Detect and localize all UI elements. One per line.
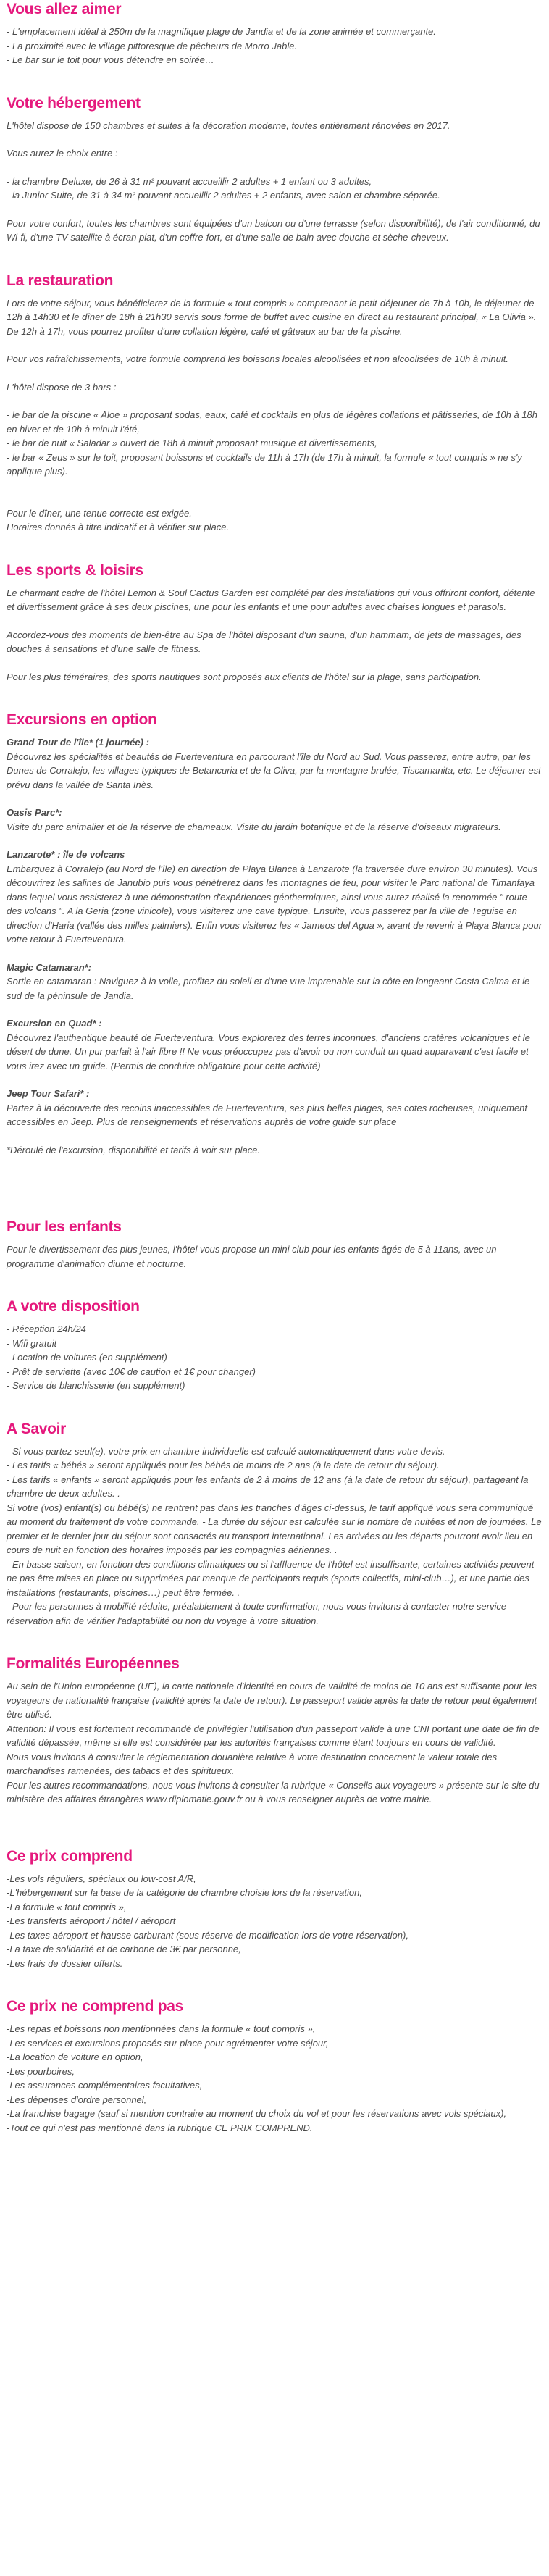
section-hebergement (7, 94, 542, 245)
excursion-title: Grand Tour de l'île* (1 journée) : (7, 737, 149, 748)
list-item: -Les pourboires, (7, 2065, 75, 2077)
excursion-note: *Déroulé de l'excursion, disponibilité et tarifs à voir sur place. (7, 1144, 261, 1155)
list-item: - le bar « Zeus » sur le toit, proposant boissons et cocktails de 11h à 17h (de 17h à minuit, la formule « tout compris » ne s'y applique plus). (7, 451, 522, 477)
section-title: Votre hébergement (7, 94, 141, 112)
list-item: -La franchise bagage (sauf si mention contraire au moment du choix du vol et pour les réservations avec vols spéciaux), (7, 2108, 507, 2119)
list-item: - le bar de la piscine « Aloe » proposant sodas, eaux, café et cocktails en plus de légères collations et pâtisseries, de 10h à 18h en hiver et de 10h à minuit l'été, (7, 409, 538, 435)
section-title: Ce prix comprend (7, 1847, 133, 1865)
list-item: - Location de voitures (en supplément) (7, 1352, 167, 1363)
excursion-title: Lanzarote* : île de volcans (7, 849, 125, 860)
list-item: -La taxe de solidarité et de carbone de 3€ par personne, (7, 1944, 241, 1954)
list-item: -Les vols réguliers, spéciaux ou low-cost A/R, (7, 1873, 196, 1884)
list-item: - L'emplacement idéal à 250m de la magnifique plage de Jandia et de la zone animée et commerçante. (7, 26, 436, 37)
list-item: - la chambre Deluxe, de 26 à 31 m² pouvant accueillir 2 adultes + 1 enfant ou 3 adultes, (7, 175, 372, 187)
section-prix-ne-comprend-pas (7, 1997, 542, 2135)
excursion-text: Embarquez à Corralejo (au Nord de l'île) en direction de Playa Blanca à Lanzarote (la traversée dure environ 30 minutes). Vous découvrirez les salines de Janubio puis vous pénètrerez dans les montagnes de feu, pour visiter le Parc national de Timanfaya dans lequel vous assisterez à une démonstration d'expériences géothermiques, ainsi vous aurez réalisé la renommée " route des volcans ". A la Geria (zone vinicole), vous visiterez une cave typique. Ensuite, vous passerez par la ville de Teguise en direction d'Haria (vallée des milles palmiers). Enfin vous visiterez les « Jameos del Agua », avant de revenir à Playa Blanca pour votre retour à Fuerteventura. (7, 863, 542, 945)
section-disposition (7, 1297, 542, 1393)
list-item: -Les services et excursions proposés sur place pour agrémenter votre séjour, (7, 2037, 329, 2049)
section-prix-comprend (7, 1847, 542, 1971)
paragraph: Pour vos rafraîchissements, votre formule comprend les boissons locales alcoolisées et non alcoolisées de 10h à minuit. (7, 354, 508, 364)
paragraph: Le charmant cadre de l'hôtel Lemon & Soul Cactus Garden est complété par des installations qui vous offriront confort, détente et divertissement grâce à ses deux piscines, une pour les enfants et une pour adultes avec chaises longues et parasols. (7, 587, 535, 612)
list-item: -Les taxes aéroport et hausse carburant (sous réserve de modification lors de votre réservation), (7, 1929, 408, 1941)
list-item: Si votre (vos) enfant(s) ou bébé(s) ne rentrent pas dans les tranches d'âges ci-dessus, le tarif appliqué vous sera communiqué au moment du traitement de votre commande. - La durée du séjour est calculée sur le nombre de nuitées et non de journées. Le premier et le dernier jour du séjour sont consacrés au transport international. Les arrivées ou les départs pourront avoir lieu en cours de nuit en fonction des horaires imposés par les compagnies aériennes. . (7, 1502, 542, 1555)
paragraph: Attention: Il vous est fortement recommandé de privilégier l'utilisation d'un passeport valide à une CNI portant une date de fin de validité dépassée, même si elle est considérée par les autorités françaises comme étant toujours en cours de validité. (7, 1723, 540, 1748)
section-title: A votre disposition (7, 1298, 140, 1315)
section-title: Formalités Européennes (7, 1655, 180, 1672)
excursion-title: Oasis Parc*: (7, 807, 62, 818)
list-item: - Si vous partez seul(e), votre prix en chambre individuelle est calculé automatiquement dans votre devis. (7, 1445, 445, 1457)
section-a-savoir (7, 1420, 542, 1628)
list-item: - En basse saison, en fonction des conditions climatiques ou si l'affluence de l'hôtel est insuffisante, certaines activités peuvent ne pas être mises en place ou supprimées par manque de participants requis (sports collectifs, mini-club…), et une partie des installations (restaurants, piscines…) peut être fermée. . (7, 1558, 535, 1598)
excursion-text: Sortie en catamaran : Naviguez à la voile, profitez du soleil et d'une vue imprenable sur la côte en longeant Costa Calma et le sud de la péninsule de Jandia. (7, 976, 530, 1001)
list-item: -L'hébergement sur la base de la catégorie de chambre choisie lors de la réservation, (7, 1887, 362, 1898)
list-item: - Les tarifs « bébés » seront appliqués pour les bébés de moins de 2 ans (à la date de retour du séjour). (7, 1460, 440, 1471)
section-title: La restauration (7, 272, 114, 289)
list-item: -Les transferts aéroport / hôtel / aéroport (7, 1915, 176, 1926)
section-title: Les sports & loisirs (7, 561, 143, 579)
paragraph: Horaires donnés à titre indicatif et à vérifier sur place. (7, 522, 230, 532)
section-enfants (7, 1218, 542, 1271)
section-title: Pour les enfants (7, 1218, 122, 1235)
list-item: - Service de blanchisserie (en supplément) (7, 1380, 185, 1391)
list-item: -Les frais de dossier offerts. (7, 1957, 123, 1969)
section-sports-loisirs (7, 561, 542, 685)
list-item: -Tout ce qui n'est pas mentionné dans la rubrique CE PRIX COMPREND. (7, 2122, 313, 2133)
section-excursions (7, 711, 542, 1157)
list-item: -Les assurances complémentaires facultatives, (7, 2080, 203, 2091)
section-title: A Savoir (7, 1420, 67, 1437)
list (7, 25, 542, 67)
section-title: Ce prix ne comprend pas (7, 1998, 184, 2015)
section-formalites (7, 1655, 542, 1807)
excursion-text: Découvrez les spécialités et beautés de Fuerteventura en parcourant l'île du Nord au Sud. Vous passerez, entre autre, par les Dunes de Corralejo, les villages typiques de Betancuria et de la Oliva, par la montagne brulée, Tiscamanita, etc. Le déjeuner est prévu dans la vallée de Santa Inès. (7, 750, 541, 790)
list-item: -La formule « tout compris », (7, 1901, 127, 1912)
list-item: - La proximité avec le village pittoresque de pêcheurs de Morro Jable. (7, 40, 298, 51)
section-vous-allez-aimer (7, 0, 542, 67)
list-item: -Les dépenses d'ordre personnel, (7, 2094, 147, 2105)
section-title: Vous allez aimer (7, 1, 122, 17)
excursion-text: Découvrez l'authentique beauté de Fuerteventura. Vous explorerez des terres inconnues, d'anciens cratères volcaniques et le désert de dune. Un pur parfait à l'air libre !! Ne vous préoccupez pas d'avoir ou non conduit un quad auparavant c'est facile et vous irez avec un guide. (Permis de conduire obligatoire pour cette activité) (7, 1032, 530, 1071)
excursion-title: Jeep Tour Safari* : (7, 1088, 90, 1099)
list-item: -Les repas et boissons non mentionnées dans la formule « tout compris », (7, 2023, 316, 2034)
list-item: -La location de voiture en option, (7, 2052, 143, 2062)
paragraph: Pour les autres recommandations, nous vous invitons à consulter la rubrique « Conseils aux voyageurs » présente sur le site du ministère des affaires étrangères www.diplomatie.gouv.fr ou à vous renseigner auprès de votre mairie. (7, 1779, 540, 1805)
list-item: - le bar de nuit « Saladar » ouvert de 18h à minuit proposant musique et divertissements, (7, 438, 377, 448)
excursion-title: Magic Catamaran*: (7, 961, 92, 973)
excursion-text: Partez à la découverte des recoins inaccessibles de Fuerteventura, ses plus belles plages, ses cotes rocheuses, uniquement accessibles en Jeep. Plus de renseignements et réservations auprès de votre guide sur place (7, 1102, 528, 1127)
excursion-text: Visite du parc animalier et de la réserve de chameaux. Visite du jardin botanique et de la réserve d'oiseaux migrateurs. (7, 821, 501, 832)
paragraph: Pour le divertissement des plus jeunes, l'hôtel vous propose un mini club pour les enfants âgés de 5 à 11ans, avec un programme d'animation diurne et nocturne. (7, 1244, 497, 1269)
paragraph: L'hôtel dispose de 150 chambres et suites à la décoration moderne, toutes entièrement rénovées en 2017. (7, 120, 450, 131)
paragraph: L'hôtel dispose de 3 bars : (7, 381, 117, 393)
paragraph: Pour les plus téméraires, des sports nautiques sont proposés aux clients de l'hôtel sur la plage, sans participation. (7, 671, 482, 682)
list-item: - Pour les personnes à mobilité réduite, préalablement à toute confirmation, nous vous invitons à contacter notre service réservation afin de vérifier l'adaptabilité ou non du voyage à votre situation. (7, 1601, 507, 1626)
paragraph: Vous aurez le choix entre : (7, 148, 118, 159)
paragraph: De 12h à 17h, vous pourrez profiter d'une collation légère, café et gâteaux au bar de la piscine. (7, 325, 403, 337)
list-item: - Les tarifs « enfants » seront appliqués pour les enfants de 2 à moins de 12 ans (à la date de retour du séjour), partageant la chambre de deux adultes. . (7, 1473, 529, 1499)
list-item: - Réception 24h/24 (7, 1323, 86, 1334)
paragraph: Pour le dîner, une tenue correcte est exigée. (7, 507, 192, 519)
paragraph: Nous vous invitons à consulter la réglementation douanière relative à votre destination concernant la valeur totale des marchandises ramenées, des tabacs et des spiritueux. (7, 1751, 498, 1776)
paragraph: Lors de votre séjour, vous bénéficierez de la formule « tout compris » comprenant le petit-déjeuner de 7h à 10h, le déjeuner de 12h à 14h30 et le dîner de 18h à 21h30 servis sous forme de buffet avec cuisine en direct au restaurant principal, « La Olivia ». (7, 297, 537, 322)
paragraph: Accordez-vous des moments de bien-être au Spa de l'hôtel disposant d'un sauna, d'un hammam, de jets de massages, des douches à sensations et d'une salle de fitness. (7, 629, 521, 654)
excursion-title: Excursion en Quad* : (7, 1018, 102, 1029)
section-title: Excursions en option (7, 711, 157, 728)
list-item: - Wifi gratuit (7, 1337, 57, 1349)
list-item: - Le bar sur le toit pour vous détendre en soirée… (7, 54, 214, 65)
section-restauration (7, 272, 542, 535)
paragraph: Pour votre confort, toutes les chambres sont équipées d'un balcon ou d'une terrasse (selon disponibilité), de l'air conditionné, du Wi-fi, d'une TV satellite à écran plat, d'un coffre-fort, et d'une salle de bain avec douche et sèche-cheveux. (7, 217, 540, 243)
list-item: - la Junior Suite, de 31 à 34 m² pouvant accueillir 2 adultes + 2 enfants, avec salon et chambre séparée. (7, 190, 440, 201)
list-item: - Prêt de serviette (avec 10€ de caution et 1€ pour changer) (7, 1366, 256, 1377)
paragraph: Au sein de l'Union européenne (UE), la carte nationale d'identité en cours de validité de moins de 10 ans est suffisante pour les voyageurs de nationalité française (validité après la date de retour). Le passeport valide après la date de retour peut également être utilisé. (7, 1681, 537, 1720)
